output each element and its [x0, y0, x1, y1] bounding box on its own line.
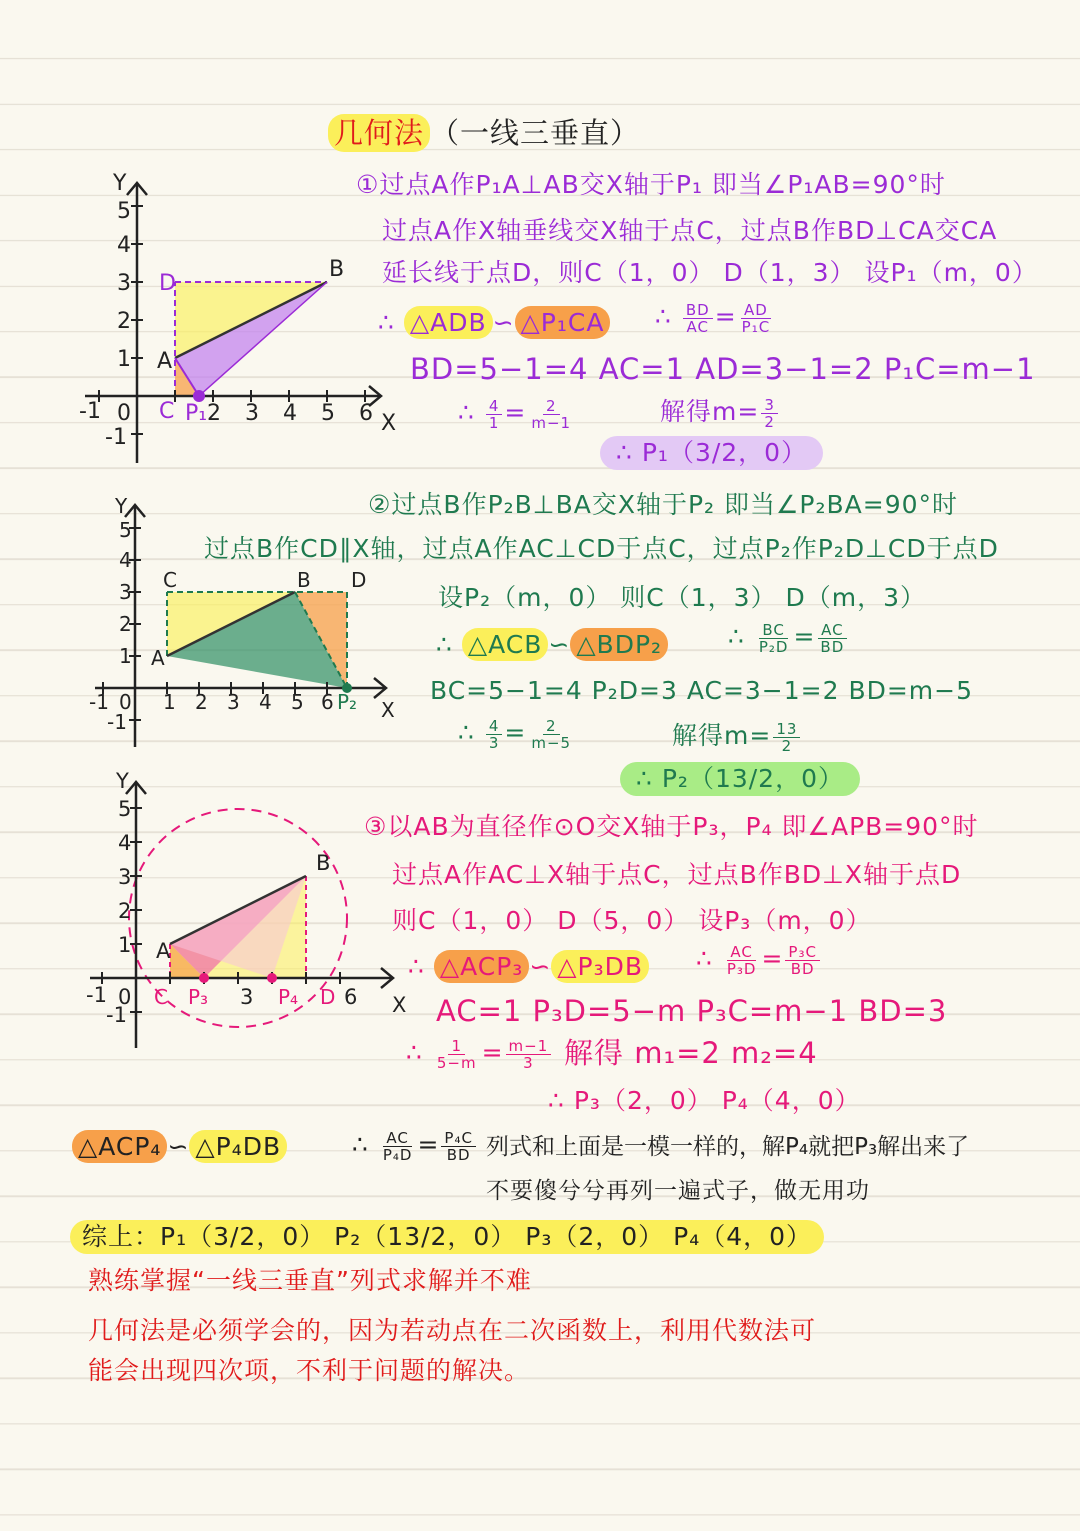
- label-d: D: [320, 985, 336, 1009]
- p4-similarity: [72, 1132, 287, 1162]
- p4-ratio-n2: P₄C: [441, 1130, 476, 1147]
- case3-line3: 则C（1，0） D（5，0） 设P₃（m，0）: [392, 906, 872, 935]
- case3-calc: AC=1 P₃D=5−m P₃C=m−1 BD=3: [436, 994, 948, 1028]
- tick-y-4: 4: [118, 831, 132, 855]
- case1-equation: ∴ $\frac{4}{1}$ = $\frac{2}{m-1}$: [458, 392, 576, 434]
- case2-line1: ②过点B作P₂B⊥BA交X轴于P₂ 即当∠P₂BA=90°时: [368, 490, 959, 519]
- p4-ratio-d1: P₄D: [382, 1145, 413, 1164]
- case1-eq-d1: 1: [488, 413, 500, 432]
- case2-sim-b: △BDP₂: [570, 628, 668, 661]
- case2-solve-text: 解得m=: [672, 721, 772, 750]
- case3-line1: ③以AB为直径作⊙O交X轴于P₃，P₄ 即∠APB=90°时: [364, 812, 979, 841]
- case2-ratio-d1: P₂D: [758, 637, 789, 656]
- case3-ratio-n1: AC: [727, 944, 755, 961]
- case1-solve-text: 解得m=: [660, 397, 760, 426]
- case1-solve-d: 2: [764, 412, 775, 431]
- tick-y-5: 5: [118, 797, 132, 821]
- label-p1: P₁: [185, 401, 208, 426]
- case1-ratio-d2: P₁C: [741, 317, 771, 336]
- tick-x-1: 1: [163, 690, 176, 714]
- case3-eq-prefix: ∴: [406, 1038, 423, 1067]
- case2-eq-d2: m−5: [531, 733, 572, 752]
- case3-eq-d2: 3: [523, 1053, 534, 1072]
- case3-similarity: [408, 952, 649, 982]
- case1-ratio: ∴ $\frac{BD}{AC}$ = $\frac{AD}{\text{P₁C}}$: [655, 292, 775, 342]
- tick-y-1: 1: [117, 347, 131, 372]
- case3-line2: 过点A作AC⊥X轴于点C，过点B作BD⊥X轴于点D: [392, 860, 962, 889]
- label-b: B: [297, 568, 311, 592]
- tick-origin: 0: [118, 985, 132, 1009]
- case3-equation: ∴ $\frac{1}{5-m}$ = $\frac{m-1}{3}$: [406, 1032, 553, 1074]
- case1-result: ∴ P₁（3/2，0）: [600, 436, 823, 470]
- label-b: B: [316, 851, 331, 875]
- case1-calc: BD=5−1=4 AC=1 AD=3−1=2 P₁C=m−1: [410, 352, 1036, 386]
- case1-solve-n: 3: [761, 397, 778, 414]
- p4-note-2: 不要傻兮兮再列一遍式子，做无用功: [486, 1178, 870, 1204]
- tick-x-5: 5: [291, 690, 304, 714]
- case2-solve: [672, 716, 802, 756]
- point-p4-dot: [267, 973, 277, 983]
- axis-y-label: Y: [116, 770, 129, 793]
- case1-eq-n1: 4: [486, 398, 503, 415]
- tick-y-1: 1: [119, 644, 132, 668]
- case2-eq-n1: 4: [486, 718, 503, 735]
- tick-y-4: 4: [117, 233, 131, 258]
- case3-ratio: ∴ $\frac{AC}{\text{P₃D}}$ = $\frac{\text{P₃C}}{BD}$: [696, 934, 822, 984]
- case1-sim-a: △ADB: [404, 306, 493, 339]
- label-c: C: [154, 985, 168, 1009]
- tick-y-2: 2: [118, 899, 132, 923]
- case2-ratio-prefix: ∴: [728, 622, 745, 651]
- p4-sim-b: △P₄DB: [189, 1130, 287, 1163]
- case2-ratio-n1: BC: [759, 622, 788, 639]
- case3-sim-a: △ACP₃: [434, 950, 529, 983]
- tick-y-neg1: -1: [105, 425, 127, 450]
- label-a: A: [156, 939, 171, 963]
- point-p3-dot: [199, 973, 209, 983]
- case3-sim-prefix: ∴: [408, 952, 425, 981]
- label-c: C: [163, 568, 177, 592]
- tick-y-3: 3: [117, 271, 131, 296]
- case1-eq-d2: m−1: [531, 413, 572, 432]
- axis-y-label: Y: [113, 171, 127, 196]
- label-c: C: [159, 399, 175, 424]
- tick-y-neg1: -1: [106, 1003, 127, 1027]
- case1-line1: ①过点A作P₁A⊥AB交X轴于P₁ 即当∠P₁AB=90°时: [356, 170, 946, 199]
- case3-ratio-d1: P₃D: [726, 959, 757, 978]
- case3-ratio-d2: BD: [790, 959, 815, 978]
- case1-ratio-n1: BD: [683, 302, 713, 319]
- case2-eq-n2: 2: [543, 718, 560, 735]
- case1-eq-n2: 2: [543, 398, 560, 415]
- label-b: B: [329, 257, 345, 282]
- tick-x-2: 2: [195, 690, 208, 714]
- case2-eq-prefix: ∴: [458, 718, 475, 747]
- case1-eq-prefix: ∴: [458, 398, 475, 427]
- p4-ratio-d2: BD: [446, 1145, 471, 1164]
- p4-ratio: ∴ $\frac{AC}{\text{P₄D}}$ = $\frac{\text{P₄C}}{BD}$: [352, 1120, 478, 1170]
- label-p2: P₂: [337, 690, 358, 714]
- tip: 熟练掌握“一线三垂直”列式求解并不难: [88, 1266, 532, 1295]
- axis-x-label: X: [392, 993, 407, 1017]
- tick-x-neg1: -1: [89, 690, 109, 714]
- tick-x-5: 5: [321, 401, 335, 426]
- case3-eq-d1: 5−m: [436, 1053, 477, 1072]
- tick-y-3: 3: [118, 865, 132, 889]
- case2-line3: 设P₂（m，0） 则C（1，3） D（m，3）: [438, 583, 927, 612]
- case3-eq-n1: 1: [448, 1038, 465, 1055]
- tick-x-2: 2: [207, 401, 221, 426]
- tick-x-neg1: -1: [79, 399, 101, 424]
- p4-ratio-prefix: ∴: [352, 1130, 369, 1159]
- case1-line2: 过点A作X轴垂线交X轴于点C，过点B作BD⊥CA交CA: [382, 216, 998, 245]
- case2-sim-a: △ACB: [462, 628, 549, 661]
- tick-x-3: 3: [240, 985, 254, 1009]
- case1-similarity: [378, 308, 610, 338]
- case1-ratio-d1: AC: [686, 317, 710, 336]
- conclusion-1: 几何法是必须学会的，因为若动点在二次函数上，利用代数法可: [88, 1316, 817, 1345]
- case2-ratio-d2: BD: [820, 637, 845, 656]
- case2-sim-symbol: ∽: [548, 630, 571, 659]
- case2-equation: ∴ $\frac{4}{3}$ = $\frac{2}{m-5}$: [458, 712, 576, 754]
- graph-1: [75, 168, 405, 468]
- label-a: A: [151, 646, 165, 670]
- tick-y-3: 3: [119, 580, 132, 604]
- case3-result: ∴ P₃（2，0） P₄（4，0）: [548, 1086, 861, 1115]
- tick-y-5: 5: [117, 199, 131, 224]
- case2-ratio: ∴ $\frac{BC}{\text{P₂D}}$ = $\frac{AC}{BD}$: [728, 612, 849, 662]
- case2-line2: 过点B作CD∥X轴，过点A作AC⊥CD于点C，过点P₂作P₂D⊥CD于点D: [204, 534, 999, 563]
- page-title: [328, 118, 640, 148]
- case1-ratio-prefix: ∴: [655, 302, 672, 331]
- case3-solve: 解得 m₁=2 m₂=4: [564, 1036, 818, 1070]
- tick-y-2: 2: [119, 612, 132, 636]
- tick-y-4: 4: [119, 548, 132, 572]
- p4-sim-a: △ACP₄: [72, 1130, 167, 1163]
- case2-result: ∴ P₂（13/2，0）: [620, 762, 860, 796]
- tick-origin: 0: [117, 401, 131, 426]
- tick-y-2: 2: [117, 309, 131, 334]
- summary: 综上：P₁（3/2，0） P₂（13/2，0） P₃（2，0） P₄（4，0）: [70, 1220, 824, 1254]
- case2-calc: BC=5−1=4 P₂D=3 AC=3−1=2 BD=m−5: [430, 676, 974, 705]
- label-d: D: [351, 568, 367, 592]
- tick-x-6: 6: [344, 985, 358, 1009]
- tick-origin: 0: [119, 690, 132, 714]
- case3-ratio-prefix: ∴: [696, 944, 713, 973]
- title-highlight: 几何法: [328, 114, 430, 152]
- tick-x-6: 6: [359, 401, 373, 426]
- tick-y-5: 5: [119, 518, 132, 542]
- p4-sim-symbol: ∽: [167, 1132, 190, 1161]
- p4-note-1: 列式和上面是一模一样的，解P₄就把P₃解出来了: [486, 1134, 970, 1160]
- tick-y-1: 1: [118, 933, 132, 957]
- case1-line3: 延长线于点D，则C（1，0） D（1，3） 设P₁（m，0）: [382, 258, 1038, 287]
- tick-x-neg1: -1: [86, 983, 107, 1007]
- case2-sim-prefix: ∴: [436, 630, 453, 659]
- label-a: A: [157, 349, 173, 374]
- tick-y-neg1: -1: [107, 710, 127, 734]
- case2-eq-d1: 3: [488, 733, 500, 752]
- title-rest: （一线三垂直）: [430, 116, 641, 150]
- label-d: D: [159, 271, 176, 296]
- case1-sim-symbol: ∽: [492, 308, 515, 337]
- axis-y-label: Y: [115, 495, 128, 518]
- case1-sim-prefix: ∴: [378, 308, 395, 337]
- conclusion-2: 能会出现四次项，不利于问题的解决。: [88, 1356, 531, 1385]
- tick-x-4: 4: [283, 401, 297, 426]
- case1-ratio-n2: AD: [741, 302, 771, 319]
- case1-solve: [660, 392, 780, 432]
- label-p3: P₃: [188, 985, 209, 1009]
- tick-x-6: 6: [321, 690, 334, 714]
- case2-solve-n: 13: [773, 721, 800, 738]
- case2-similarity: [436, 630, 668, 660]
- case3-ratio-n2: P₃C: [785, 944, 820, 961]
- label-p4: P₄: [278, 985, 299, 1009]
- case1-sim-b: △P₁CA: [515, 306, 611, 339]
- case3-eq-n2: m−1: [506, 1038, 552, 1055]
- tick-x-4: 4: [259, 690, 272, 714]
- case3-sim-symbol: ∽: [529, 952, 552, 981]
- p4-ratio-n1: AC: [383, 1130, 411, 1147]
- axis-x-label: X: [381, 411, 397, 436]
- case3-sim-b: △P₃DB: [551, 950, 649, 983]
- axis-x-label: X: [381, 698, 395, 722]
- tick-x-3: 3: [245, 401, 259, 426]
- case2-solve-d: 2: [781, 736, 793, 755]
- tick-x-3: 3: [227, 690, 240, 714]
- case2-ratio-n2: AC: [818, 622, 846, 639]
